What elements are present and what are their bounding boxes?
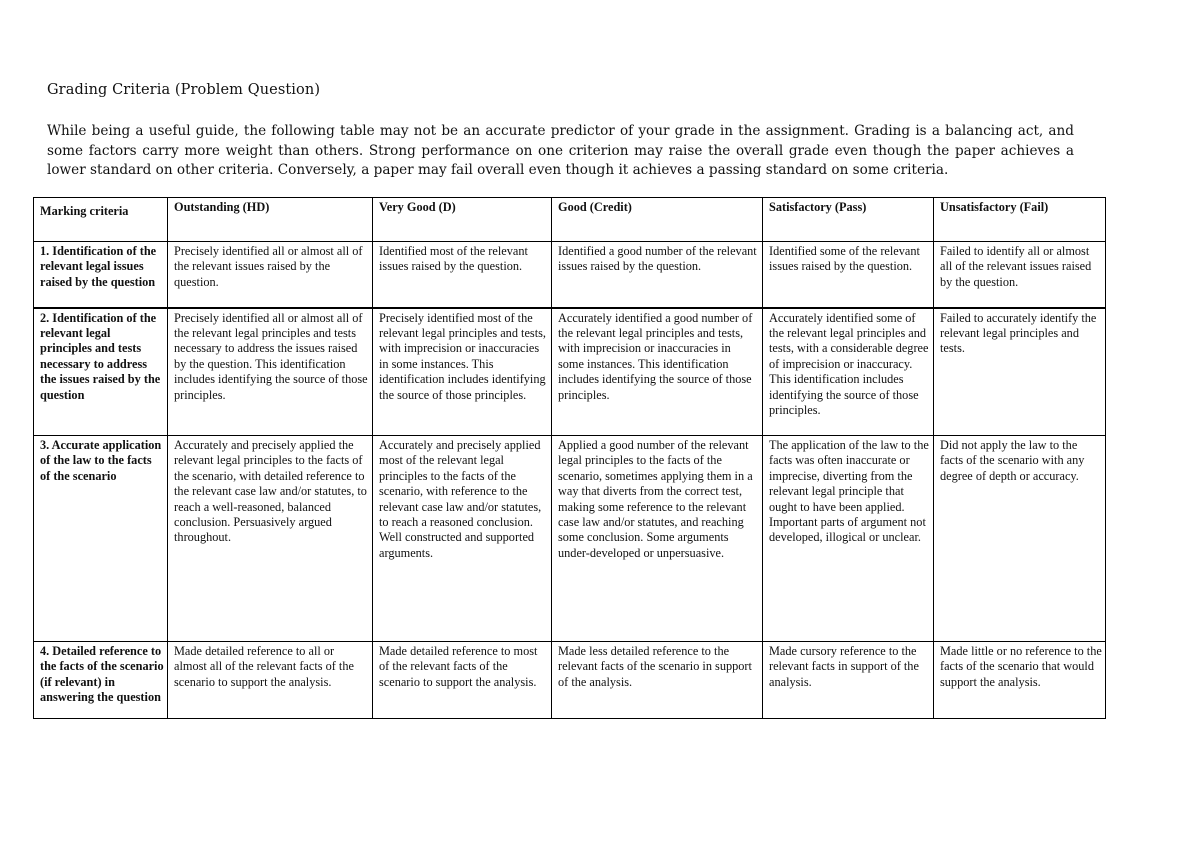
table-cell: Identified most of the relevant issues raised by the question. (373, 242, 552, 308)
intro-paragraph: While being a useful guide, the following table may not be an accurate predictor of your grade in the assignment. Grading is a balancing act, and some factors carry more weight than others. Strong performance on one criterion may raise the overall grade even though the paper achieves a lower standard on other criteria. Conversely, a paper may fail overall even though it achieves a passing standard on some criteria. (47, 123, 1074, 179)
table-cell: Failed to accurately identify the relevant legal principles and tests. (934, 308, 1106, 436)
criterion-cell: 2. Identification of the relevant legal principles and tests necessary to address the issues raised by the question (34, 308, 168, 436)
table-cell: Accurately identified a good number of the relevant legal principles and tests, with imprecision or inaccuracies in some instances. This identification includes identifying the source of those principles. (552, 308, 763, 436)
header-outstanding: Outstanding (HD) (168, 198, 373, 242)
criterion-cell: 1. Identification of the relevant legal issues raised by the question (34, 242, 168, 308)
table-cell: Made less detailed reference to the relevant facts of the scenario in support of the analysis. (552, 642, 763, 719)
table-row (34, 436, 1106, 642)
criterion-cell: 4. Detailed reference to the facts of the scenario (if relevant) in answering the question (34, 642, 168, 719)
table-cell: Identified some of the relevant issues raised by the question. (763, 242, 934, 308)
table-row (34, 308, 1106, 436)
grading-criteria-table (33, 197, 1106, 719)
document-title: Grading Criteria (Problem Question) (47, 82, 321, 98)
header-satisfactory: Satisfactory (Pass) (763, 198, 934, 242)
table-cell: Made detailed reference to all or almost all of the relevant facts of the scenario to support the analysis. (168, 642, 373, 719)
table-cell: Applied a good number of the relevant legal principles to the facts of the scenario, sometimes applying them in a way that diverts from the correct test, making some reference to the relevant case law and/or statutes, and reaching some conclusion. Some arguments under-developed or unpersuasive. (552, 436, 763, 642)
table-cell: Precisely identified all or almost all of the relevant legal principles and tests necessary to address the issues raised by the question. This identification includes identifying the source of those principles. (168, 308, 373, 436)
header-marking-criteria: Marking criteria (34, 198, 168, 242)
table-cell: Accurately and precisely applied most of the relevant legal principles to the facts of the scenario, with reference to the relevant case law and/or statutes, to reach a reasoned conclusion. Well constructed and supported arguments. (373, 436, 552, 642)
criterion-cell: 3. Accurate application of the law to the facts of the scenario (34, 436, 168, 642)
table-cell: Made little or no reference to the facts of the scenario that would support the analysis. (934, 642, 1106, 719)
table-cell: Made cursory reference to the relevant facts in support of the analysis. (763, 642, 934, 719)
table-header-row (34, 198, 1106, 242)
header-unsatisfactory: Unsatisfactory (Fail) (934, 198, 1106, 242)
table-cell: Failed to identify all or almost all of the relevant issues raised by the question. (934, 242, 1106, 308)
table-cell: Accurately and precisely applied the relevant legal principles to the facts of the scenario, with detailed reference to the relevant case law and/or statutes, to reach a well-reasoned, balanced conclusion. Persuasively argued throughout. (168, 436, 373, 642)
table-row (34, 642, 1106, 719)
table-cell: Identified a good number of the relevant issues raised by the question. (552, 242, 763, 308)
table-cell: Made detailed reference to most of the relevant facts of the scenario to support the analysis. (373, 642, 552, 719)
header-very-good: Very Good (D) (373, 198, 552, 242)
table-cell: Did not apply the law to the facts of the scenario with any degree of depth or accuracy. (934, 436, 1106, 642)
table-row (34, 242, 1106, 308)
table-cell: Accurately identified some of the relevant legal principles and tests, with a considerable degree of imprecision or inaccuracy. This identification includes identifying the source of those principles. (763, 308, 934, 436)
table-cell: The application of the law to the facts was often inaccurate or imprecise, diverting from the relevant legal principle that ought to have been applied. Important parts of argument not developed, illogical or unclear. (763, 436, 934, 642)
table-cell: Precisely identified all or almost all of the relevant issues raised by the question. (168, 242, 373, 308)
table-cell: Precisely identified most of the relevant legal principles and tests, with imprecision or inaccuracies in some instances. This identification includes identifying the source of those principles. (373, 308, 552, 436)
header-good: Good (Credit) (552, 198, 763, 242)
